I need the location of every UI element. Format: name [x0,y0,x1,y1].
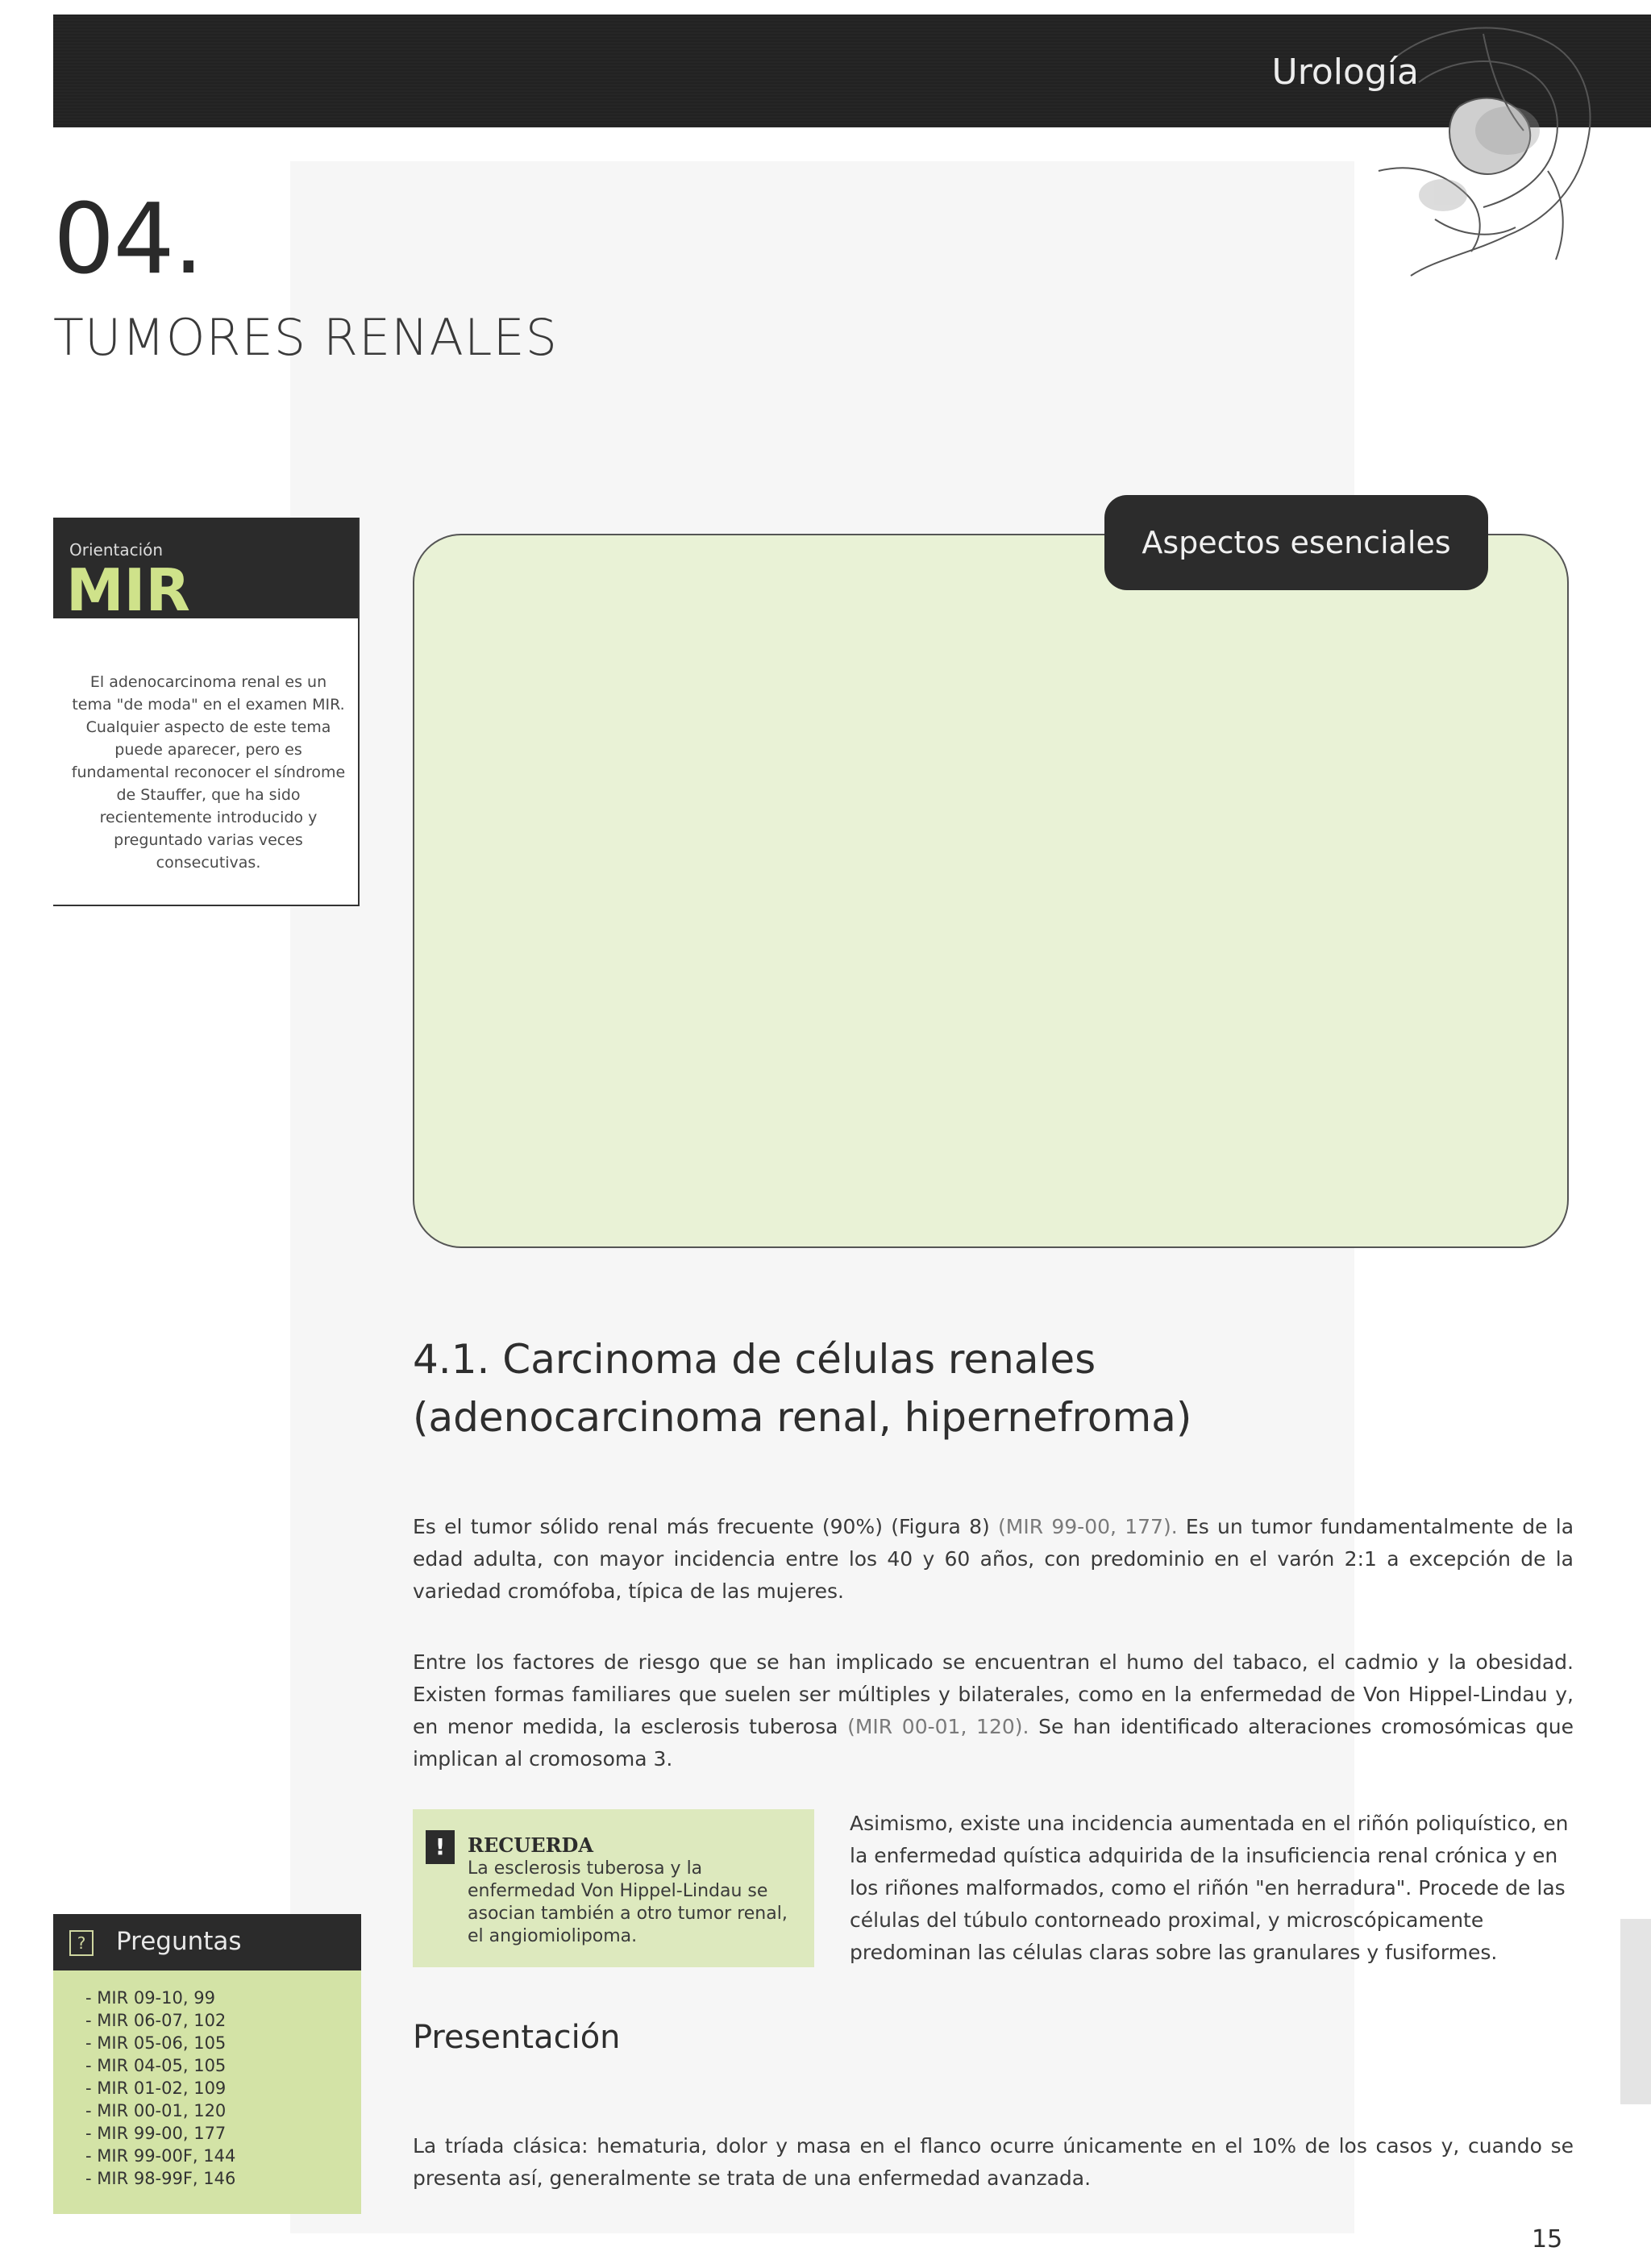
paragraph-text: Entre los factores de riesgo que se han implicado se encuentran el humo del tabaco, el cadmio y la obesidad. Existen formas familiares que suelen ser múltiples y bilaterales, como en la enfermedad de Von Hippel-Lindau y, en menor medida, la esclerosis tuberosa [413,1650,1574,1738]
paragraph-text: Es un tumor fundamentalmente de la edad adulta, con mayor incidencia entre los 40 y 60 años, con predominio en el varón 2:1 a excepción de la variedad cromófoba, típica de las mujeres. [413,1515,1574,1603]
essentials-badge: Aspectos esenciales [1104,495,1488,590]
essentials-box [413,534,1569,1248]
mir-reference: (MIR 99-00, 177). [998,1515,1178,1538]
pregunta-item: - MIR 04-05, 105 [85,2056,227,2075]
pregunta-item: - MIR 98-99F, 146 [85,2169,236,2188]
orientacion-text: El adenocarcinoma renal es un tema "de moda" en el examen MIR. Cualquier aspecto de este tema puede aparecer, pero es fundamental reconocer el síndrome de Stauffer, que ha sido recientemente introducido y preguntado varias veces consecutivas. [71,673,346,872]
paragraph-1 [413,1511,1574,1608]
section-title-line: 4.1. Carcinoma de células renales [413,1336,1096,1383]
recuerda-text: La esclerosis tuberosa y la enfermedad Von Hippel-Lindau se asocian también a otro tumor renal, el angiomiolipoma. [468,1858,788,1946]
paragraph-2 [413,1646,1574,1775]
section-title [413,1330,1541,1446]
recuerda-box [413,1809,814,1967]
presentacion-heading: Presentación [413,2019,621,2056]
pregunta-item: - MIR 99-00F, 144 [85,2146,236,2166]
page-number: 15 [1532,2225,1563,2253]
preguntas-header [53,1914,361,1970]
chapter-number: 04. [53,184,202,296]
preguntas-list [53,1970,361,2214]
header-title: Urología [1271,52,1419,93]
orientacion-label: Orientación [69,540,164,560]
presentacion-paragraph: La tríada clásica: hematuria, dolor y masa en el flanco ocurre únicamente en el 10% de los casos y, cuando se presenta así, generalmente se trata de una enfermedad avanzada. [413,2134,1574,2190]
page-edge-strip [1620,1919,1651,2104]
paragraph-text: Es el tumor sólido renal más frecuente (90%) (Figura 8) [413,1515,999,1538]
pregunta-item: - MIR 01-02, 109 [85,2079,227,2098]
paragraph-text: Se han identificado alteraciones cromosómicas que implican al cromosoma 3. [413,1715,1574,1771]
pregunta-item: - MIR 00-01, 120 [85,2101,227,2120]
mir-reference: (MIR 00-01, 120). [847,1715,1029,1738]
pregunta-item: - MIR 99-00, 177 [85,2124,227,2143]
orientacion-mir-box [53,518,360,906]
pregunta-item: - MIR 06-07, 102 [85,2011,227,2030]
question-icon: ? [69,1930,94,1956]
pregunta-item: - MIR 05-06, 105 [85,2033,227,2053]
orientacion-header [53,518,358,624]
chapter-title: TUMORES RENALES [53,308,558,367]
preguntas-title: Preguntas [116,1927,242,1956]
section-title-line: (adenocarcinoma renal, hipernefroma) [413,1394,1192,1441]
exclamation-icon: ! [426,1830,455,1864]
orientacion-mir-title: MIR [66,556,190,624]
side-paragraph: Asimismo, existe una incidencia aumentada en el riñón poliquístico, en la enfermedad quística adquirida de la insuficiencia renal crónica y en los riñones malformados, como el riñón "en herradura". Procede de las células del túbulo contorneado proximal, y microscópicamente predominan las células claras sobre las granulares y fusiformes. [850,1812,1569,1964]
pregunta-item: - MIR 09-10, 99 [85,1988,215,2008]
recuerda-title: RECUERDA [468,1833,593,1857]
